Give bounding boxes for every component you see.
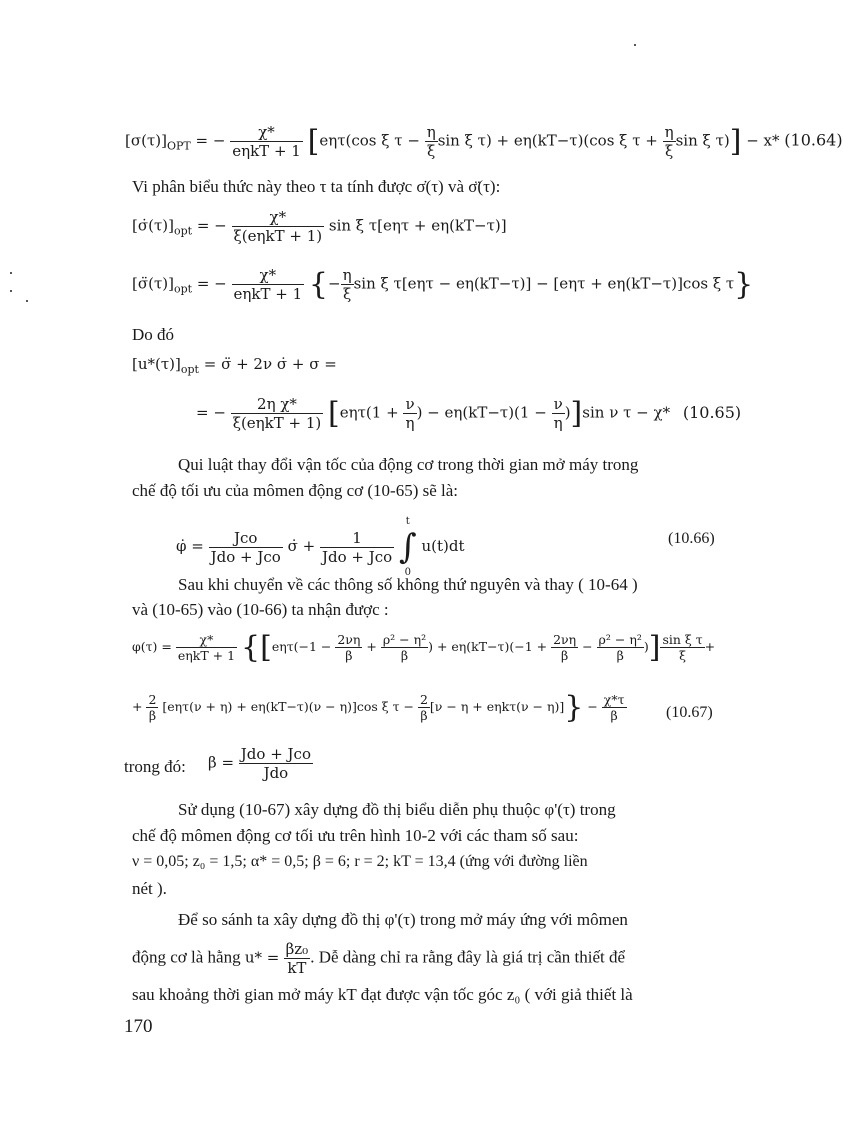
eq-lhs: u* = [244, 948, 280, 967]
eq-lhs-sub: OPT [166, 139, 191, 153]
eq-body: σ̇ + [287, 537, 316, 555]
bracket-close: ] [729, 124, 742, 159]
fraction [381, 632, 428, 663]
fraction [597, 632, 644, 663]
fraction-numerator: 2η χ* [231, 395, 324, 414]
page-number: 170 [124, 1016, 153, 1037]
eq-prefix: + [132, 699, 143, 714]
eq-body: ) [643, 639, 649, 654]
bracket-open: [ [260, 630, 272, 665]
fraction-denominator: β [420, 708, 428, 723]
fraction-denominator: ξ(eηkT + 1) [232, 414, 322, 432]
equation-10-66 [176, 516, 464, 578]
fraction [403, 395, 416, 432]
equation-sigma-ddot [132, 266, 753, 303]
equation-sigma-dot [132, 208, 507, 245]
paragraph-text: động cơ là hằng [132, 947, 241, 967]
fraction [231, 395, 324, 432]
fraction [146, 692, 158, 723]
eq-body: sin ξ τ) [675, 131, 730, 150]
paragraph-text: Sử dụng (10-67) xây dựng đồ thị biểu diễn phụ thuộc φ'(τ) trong [178, 800, 616, 819]
fraction [176, 632, 237, 663]
eq-body: − [578, 639, 597, 654]
paragraph-text: chế độ mômen động cơ tối ưu trên hình 10-2 với các tham số sau: [132, 826, 579, 845]
paragraph-text: nét ). [132, 879, 167, 898]
eq-sign: = [195, 131, 209, 150]
fraction [552, 395, 565, 432]
fraction [660, 632, 704, 663]
fraction [209, 529, 283, 566]
fraction-numerator: sin ξ τ [662, 632, 703, 647]
eq-body: eητ(1 + [339, 403, 404, 422]
paragraph-text: ν = 0,05; z₀ = 1,5; α* = 0,5; β = 6; r = 2; kT = 13,4 (ứng với đường liền [132, 853, 588, 870]
eq-body: eητ(cos ξ τ − [319, 131, 425, 150]
eq-lhs: [σ̈(τ)] [132, 274, 174, 293]
fraction-numerator: ν [405, 395, 415, 413]
fraction [602, 692, 627, 723]
scan-speck [26, 300, 28, 302]
fraction-denominator: ξ [342, 285, 352, 303]
eq-prefix: = − [196, 274, 227, 293]
paragraph-text: Sau khi chuyển về các thông số không thứ nguyên và thay ( 10-64 ) [178, 575, 638, 594]
integral-lower: 0 [404, 567, 411, 578]
paragraph-text: chế độ tối ưu của mômen động cơ (10-65) sẽ là: [132, 481, 459, 500]
equation-number: (10.64) [784, 130, 843, 150]
eq-prefix: = − [196, 216, 227, 235]
eq-body: ) + eη(kT−τ)(−1 + [428, 639, 552, 654]
scan-speck [634, 44, 636, 46]
eq-body: ) − eη(kT−τ)(1 − [416, 403, 552, 422]
equation-10-67-line1 [132, 630, 715, 665]
paragraph-text: sau khoảng thời gian mở máy kT đạt được vận tốc góc z₀ ( với giả thiết là [132, 985, 633, 1004]
fraction [284, 940, 311, 977]
fraction-numerator: Jco [209, 529, 283, 548]
eq-lhs-sub: opt [180, 363, 199, 376]
brace-close: } [564, 690, 584, 725]
eq-body: + [362, 639, 381, 654]
scan-speck [10, 290, 12, 292]
fraction-numerator: Jdo + Jco [240, 745, 311, 763]
fraction [320, 529, 394, 566]
fraction-denominator: β [345, 648, 353, 663]
fraction-denominator: η [553, 414, 563, 432]
eq-tail: + [704, 639, 716, 654]
fraction-numerator: ρ² − η² [598, 632, 642, 647]
eq-lhs: [σ̇(τ)] [132, 216, 174, 235]
fraction-numerator: 2 [419, 692, 428, 707]
fraction-denominator: β [560, 648, 569, 663]
eq-lhs-sub: opt [173, 224, 193, 238]
eq-body: − [583, 699, 602, 714]
fraction [418, 692, 430, 723]
brace-close: } [734, 267, 754, 302]
fraction [232, 208, 325, 245]
fraction-numerator: η [664, 123, 674, 141]
fraction-numerator: χ*τ [603, 692, 625, 707]
fraction-numerator: η [426, 123, 436, 141]
eq-body: sin ξ τ) + eη(kT−τ)(cos ξ τ + [437, 131, 663, 150]
eq-minus: − [212, 131, 226, 150]
integral-limits [399, 516, 417, 578]
fraction-denominator: ξ(eηkT + 1) [233, 227, 323, 245]
eq-body: [ν − η + eηkτ(ν − η)] [429, 699, 565, 714]
eq-body: − [328, 274, 341, 293]
fraction-denominator: ξ [664, 142, 674, 160]
bracket-close: ] [648, 630, 661, 665]
fraction-numerator: 2νη [553, 632, 577, 647]
fraction [232, 266, 305, 303]
fraction-numerator: η [342, 266, 352, 284]
fraction [230, 123, 303, 160]
fraction-denominator: Jdo + Jco [210, 547, 281, 566]
eq-lhs: φ̇ = [176, 537, 204, 555]
eq-body: u(t)dt [421, 537, 465, 555]
eq-lhs: [σ(τ)] [125, 131, 167, 150]
fraction-numerator: χ* [230, 123, 303, 142]
equation-10-64 [125, 123, 843, 160]
fraction-denominator: eηkT + 1 [232, 142, 301, 160]
eq-prefix: = − [196, 403, 226, 422]
eq-body: [eητ(ν + η) + eη(kT−τ)(ν − η)]cos ξ τ − [162, 699, 418, 714]
equation-number: (10.66) [668, 530, 715, 547]
eq-body: sin ξ τ[eητ + eη(kT−τ)] [328, 216, 507, 235]
equation-number: (10.67) [666, 704, 713, 721]
bracket-close: ] [570, 396, 583, 431]
fraction [425, 123, 438, 160]
fraction [551, 632, 578, 663]
paragraph-text: Vi phân biểu thức này theo τ ta tính được σ̇(τ) và σ̈(τ): [132, 177, 501, 196]
fraction-denominator: η [405, 414, 415, 432]
fraction-numerator: 2 [148, 692, 157, 707]
eq-tail: sin ν τ − χ* [582, 403, 671, 422]
fraction-numerator: χ* [176, 632, 237, 648]
paragraph-line-with-formula [132, 940, 625, 977]
paragraph-text: Do đó [132, 325, 175, 344]
fraction-denominator: eηkT + 1 [233, 285, 303, 303]
fraction [341, 266, 354, 303]
paragraph-text: Qui luật thay đổi vận tốc của động cơ trong thời gian mở máy trong [178, 455, 639, 474]
eq-tail: − x* [746, 131, 780, 150]
bracket-open: [ [307, 124, 320, 159]
fraction-numerator: ν [553, 395, 563, 413]
eq-body: sin ξ τ[eητ − eη(kT−τ)] − [eητ + eη(kT−τ)]cos ξ τ [353, 274, 735, 293]
eq-lhs: β = [208, 753, 235, 772]
eq-lhs: [u*(τ)] [132, 355, 181, 373]
fraction-denominator: eηkT + 1 [177, 648, 236, 663]
paragraph-text: và (10-65) vào (10-66) ta nhận được : [132, 600, 389, 619]
fraction-denominator: β [616, 648, 624, 663]
fraction [335, 632, 362, 663]
scan-speck [10, 272, 12, 274]
fraction-numerator: 1 [320, 529, 394, 548]
eq-lhs-sub: opt [173, 282, 193, 296]
paragraph-text: Để so sánh ta xây dựng đồ thị φ'(τ) trong mở máy ứng với mômen [178, 910, 628, 929]
equation-10-67-line2 [132, 690, 627, 725]
paragraph-text: trong đó: [124, 757, 186, 776]
fraction [663, 123, 676, 160]
integral-upper: t [405, 516, 410, 527]
eq-body: ) [564, 403, 571, 422]
fraction-numerator: χ* [232, 266, 305, 285]
brace-open: { [308, 267, 328, 302]
eq-body: eητ(−1 − [271, 639, 336, 654]
fraction-numerator: ρ² − η² [382, 632, 427, 647]
fraction-denominator: kT [287, 959, 307, 977]
fraction-denominator: Jdo + Jco [321, 547, 393, 566]
fraction-numerator: 2νη [337, 632, 361, 647]
fraction-denominator: β [400, 648, 409, 663]
fraction-numerator: χ* [232, 208, 325, 227]
integral-sign: ∫ [398, 527, 417, 567]
fraction [239, 745, 313, 782]
equation-10-65 [196, 395, 741, 432]
equation-number: (10.65) [682, 402, 742, 422]
equation-u-opt [132, 355, 337, 376]
paragraph-text: . Dễ dàng chỉ ra rằng đây là giá trị cần thiết để [310, 947, 626, 967]
fraction-denominator: ξ [679, 648, 686, 663]
bracket-open: [ [328, 396, 340, 431]
eq-body: = σ̈ + 2ν σ̇ + σ = [203, 355, 337, 373]
brace-open: { [241, 630, 261, 665]
fraction-denominator: ξ [427, 142, 436, 160]
fraction-numerator: βz₀ [285, 940, 309, 958]
fraction-denominator: β [148, 708, 157, 723]
equation-beta [208, 745, 313, 782]
fraction-denominator: Jdo [263, 764, 289, 782]
eq-lhs: φ(τ) = [132, 639, 172, 654]
fraction-denominator: β [610, 708, 618, 723]
